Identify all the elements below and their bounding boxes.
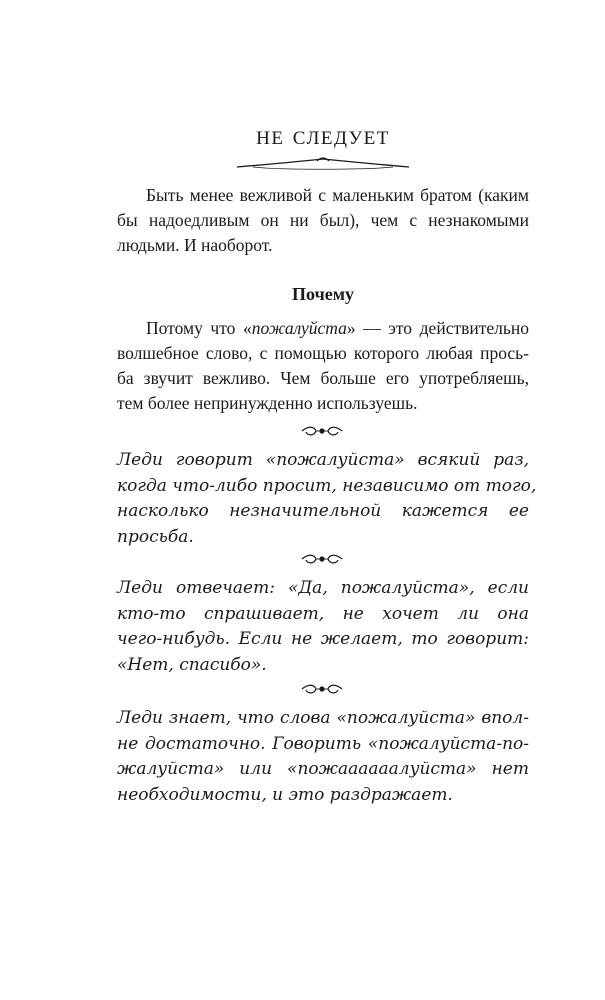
intro-line: бы надоедливым он ни был), чем с незнакомыми [117, 210, 529, 230]
rule-line: Леди отвечает: «Да, пожалуйста», если [117, 578, 529, 598]
rule-line: Леди говорит «пожалуйста» всякий раз, [117, 450, 529, 470]
reason-line: тем более непринужденно используешь. [117, 393, 418, 413]
rule-line: Леди знает, что слова «пожалуйста» впол- [117, 708, 529, 728]
ornament-divider [300, 424, 344, 438]
reason-line: волшебное слово, с помощью которого любая прось- [117, 343, 529, 363]
rule-paragraph [117, 576, 529, 678]
rule-line: просьба. [117, 526, 194, 547]
reason-paragraph [117, 316, 529, 416]
rule-line: жалуйста» или «пожаааааалуйста» нет [117, 759, 529, 779]
rule-line: когда что-либо просит, независимо от того, [117, 475, 537, 496]
reason-line: Потому что «пожалуйста» — это действительно [146, 318, 529, 338]
heading-flourish [233, 155, 413, 173]
intro-line: Быть менее вежливой с маленьким братом (каким [146, 185, 529, 205]
rule-line: насколько незначительной кажется ее [117, 501, 529, 521]
ornament-divider [300, 682, 344, 696]
emphasized-word: пожалуйста [251, 318, 347, 338]
intro-paragraph [117, 183, 529, 258]
rule-paragraph [117, 706, 529, 808]
reason-line: ба звучит вежливо. Чем больше его употребляешь, [117, 368, 529, 388]
subheading: Почему [292, 284, 354, 304]
section-heading: НЕ СЛЕДУЕТ [256, 128, 390, 149]
ornament-divider [300, 552, 344, 566]
rule-line: не достаточно. Говорить «пожалуйста-по- [117, 733, 529, 754]
rule-paragraph [117, 448, 537, 550]
rule-line: чего-нибудь. Если не желает, то говорит: [117, 629, 529, 649]
rule-line: необходимости, и это раздражает. [117, 784, 453, 805]
rule-line: «Нет, спасибо». [117, 654, 267, 675]
rule-line: кто-то спрашивает, не хочет ли она [117, 603, 529, 624]
intro-line: людьми. И наоборот. [117, 235, 273, 255]
